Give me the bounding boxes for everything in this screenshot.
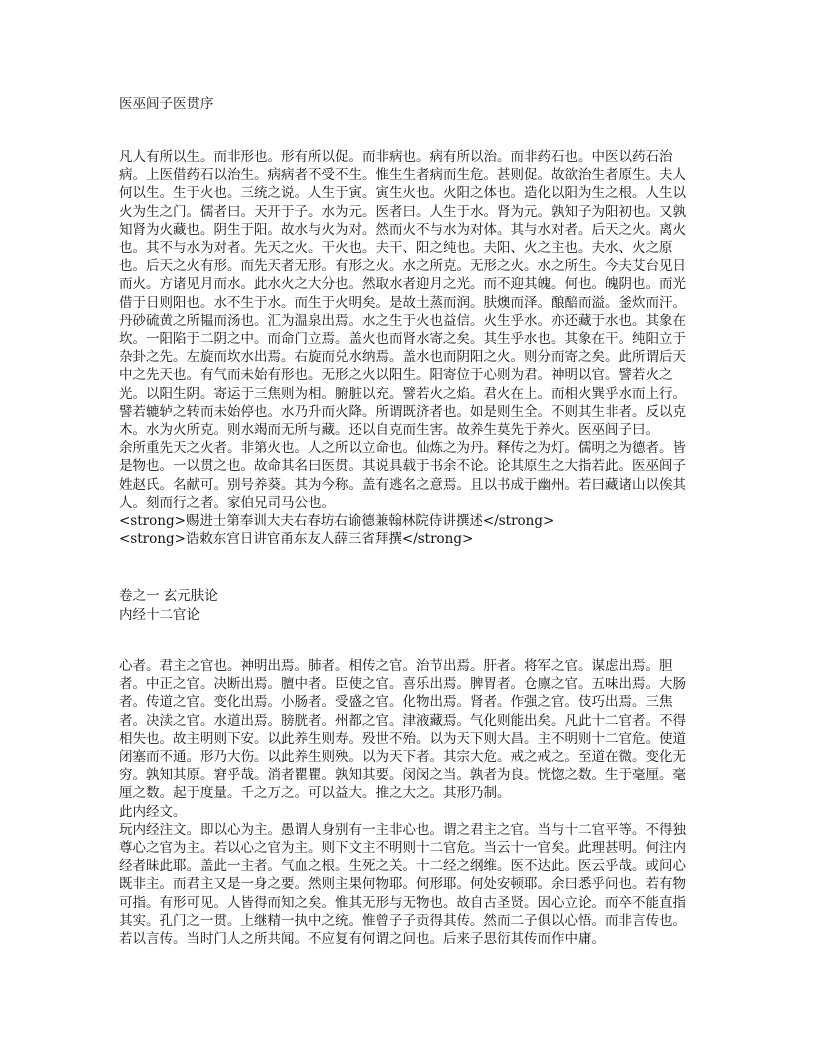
chapter-title: 内经十二官论 — [119, 607, 200, 623]
document-title: 医巫闾子医贯序 — [119, 96, 214, 112]
credit-line: <strong>赐进士第奉训大夫右春坊右谕德兼翰林院侍讲撰述</strong> — [119, 513, 555, 530]
preface-paragraph: 余所重先天之火者。非第火也。人之所以立命也。仙炼之为丹。释传之为灯。儒明之为德者。皆是物也。一以贯之也。故命其名曰医贯。其说具载于书余不论。论其原生之大指若此。医巫闾子姓赵氏。名献可。别号养葵。其为今称。盖有逃名之意焉。且以书成于幽州。若曰藏诸山以俟其人。刻而行之者。家伯兄司马公也。 — [119, 440, 686, 511]
chapter-paragraph: 心者。君主之官也。神明出焉。肺者。相传之官。治节出焉。肝者。将军之官。谋虑出焉。胆者。中正之官。决断出焉。膻中者。臣使之官。喜乐出焉。脾胃者。仓廪之官。五味出焉。大肠者。传道之官。变化出焉。小肠者。受盛之官。化物出焉。肾者。作强之官。伎巧出焉。三焦者。决渎之官。水道出焉。膀胱者。州都之官。津液藏焉。气化则能出矣。凡此十二官者。不得相失也。故主明则下安。以此养生则寿。殁世不殆。以为天下则大昌。主不明则十二官危。使道闭塞而不通。形乃大伤。以此养生则殃。以为天下者。其宗大危。戒之戒之。至道在微。变化无穷。孰知其原。窘乎哉。消者瞿瞿。孰知其要。闵闵之当。孰者为良。恍惚之数。生于毫厘。毫厘之数。起于度量。千之万之。可以益大。推之大之。其形乃制。 — [119, 658, 686, 802]
volume-title: 卷之一 玄元肤论 — [119, 588, 218, 604]
preface-text — [119, 148, 699, 548]
chapter-paragraph: 此内经文。 — [119, 803, 187, 820]
chapter-paragraph: 玩内经注文。即以心为主。愚谓人身别有一主非心也。谓之君主之官。当与十二官平等。不得独尊心之官为主。若以心之官为主。则下文主不明则十二官危。当云十一官矣。此理甚明。何注内经者昧此耶。盖此一主者。气血之根。生死之关。十二经之纲维。医不达此。医云乎哉。或问心既非主。而君主又是一身之要。然则主果何物耶。何形耶。何处安顿耶。余曰悉乎问也。若有物可指。有形可见。人皆得而知之矣。惟其无形与无物也。故自古圣贤。因心立论。而卒不能直指其实。孔门之一贯。上继精一执中之统。惟曾子子贡得其传。然而二子俱以心悟。而非言传也。若以言传。当时门人之所共闻。不应复有何谓之问也。后来子思衍其传而作中庸。 — [119, 821, 686, 948]
credit-line: <strong>诰敕东宫日讲官甬东友人薛三省拜撰</strong> — [119, 531, 474, 548]
chapter-text — [119, 657, 699, 948]
preface-paragraph: 凡人有所以生。而非形也。形有所以促。而非病也。病有所以治。而非药石也。中医以药石治病。上医借药石以治生。病病者不受不生。惟生生者病而生危。甚则促。故欲治生者原生。夫人何以生。生于火也。三统之说。人生于寅。寅生火也。火阳之体也。造化以阳为生之根。人生以火为生之门。儒者曰。天开于子。水为元。医者曰。人生于水。肾为元。孰知子为阳初也。又孰知肾为火藏也。阴生于阳。故水与火为对。然而火不与水为对体。其与水对者。后天之火。离火也。其不与水为对者。先天之火。干火也。夫干、阳之纯也。夫阳、火之主也。夫水、火之原也。后天之火有形。而先天者无形。有形之火。水之所克。无形之火。水之所生。今夫艾台见日而火。方诸见月而水。此水火之大分也。然取水者迎月之光。而不迎其魄。何也。魄阴也。而光借于日则阳也。水不生于水。而生于火明矣。是故土蒸而润。肤燠而泽。酿醅而溢。釜炊而汗。丹砂硫黄之所韫而汤也。汇为温泉出焉。水之生于火也益信。火生乎水。亦还藏于水也。其象在坎。一阳陷于二阴之中。而命门立焉。盖火也而肾水寄之矣。其生乎水也。其象在干。纯阳立于杂卦之先。左旋而坎水出焉。右旋而兑水纳焉。盖水也而阴阳之火。则分而寄之矣。此所谓后天中之先天也。有气而未始有形也。无形之火以阳生。阳寄位于心则为君。神明以官。譬若火之光。以阳生阴。寄运于三焦则为相。腑脏以充。譬若火之焰。君火在上。而相火巽乎水而上行。譬若辘轳之转而未始停也。水乃升而火降。所谓既济者也。如是则生全。不则其生非者。反以克木。水为火所克。则水竭而无所与藏。还以自克而生害。故养生莫先于养火。医巫闾子曰。 — [119, 149, 686, 439]
